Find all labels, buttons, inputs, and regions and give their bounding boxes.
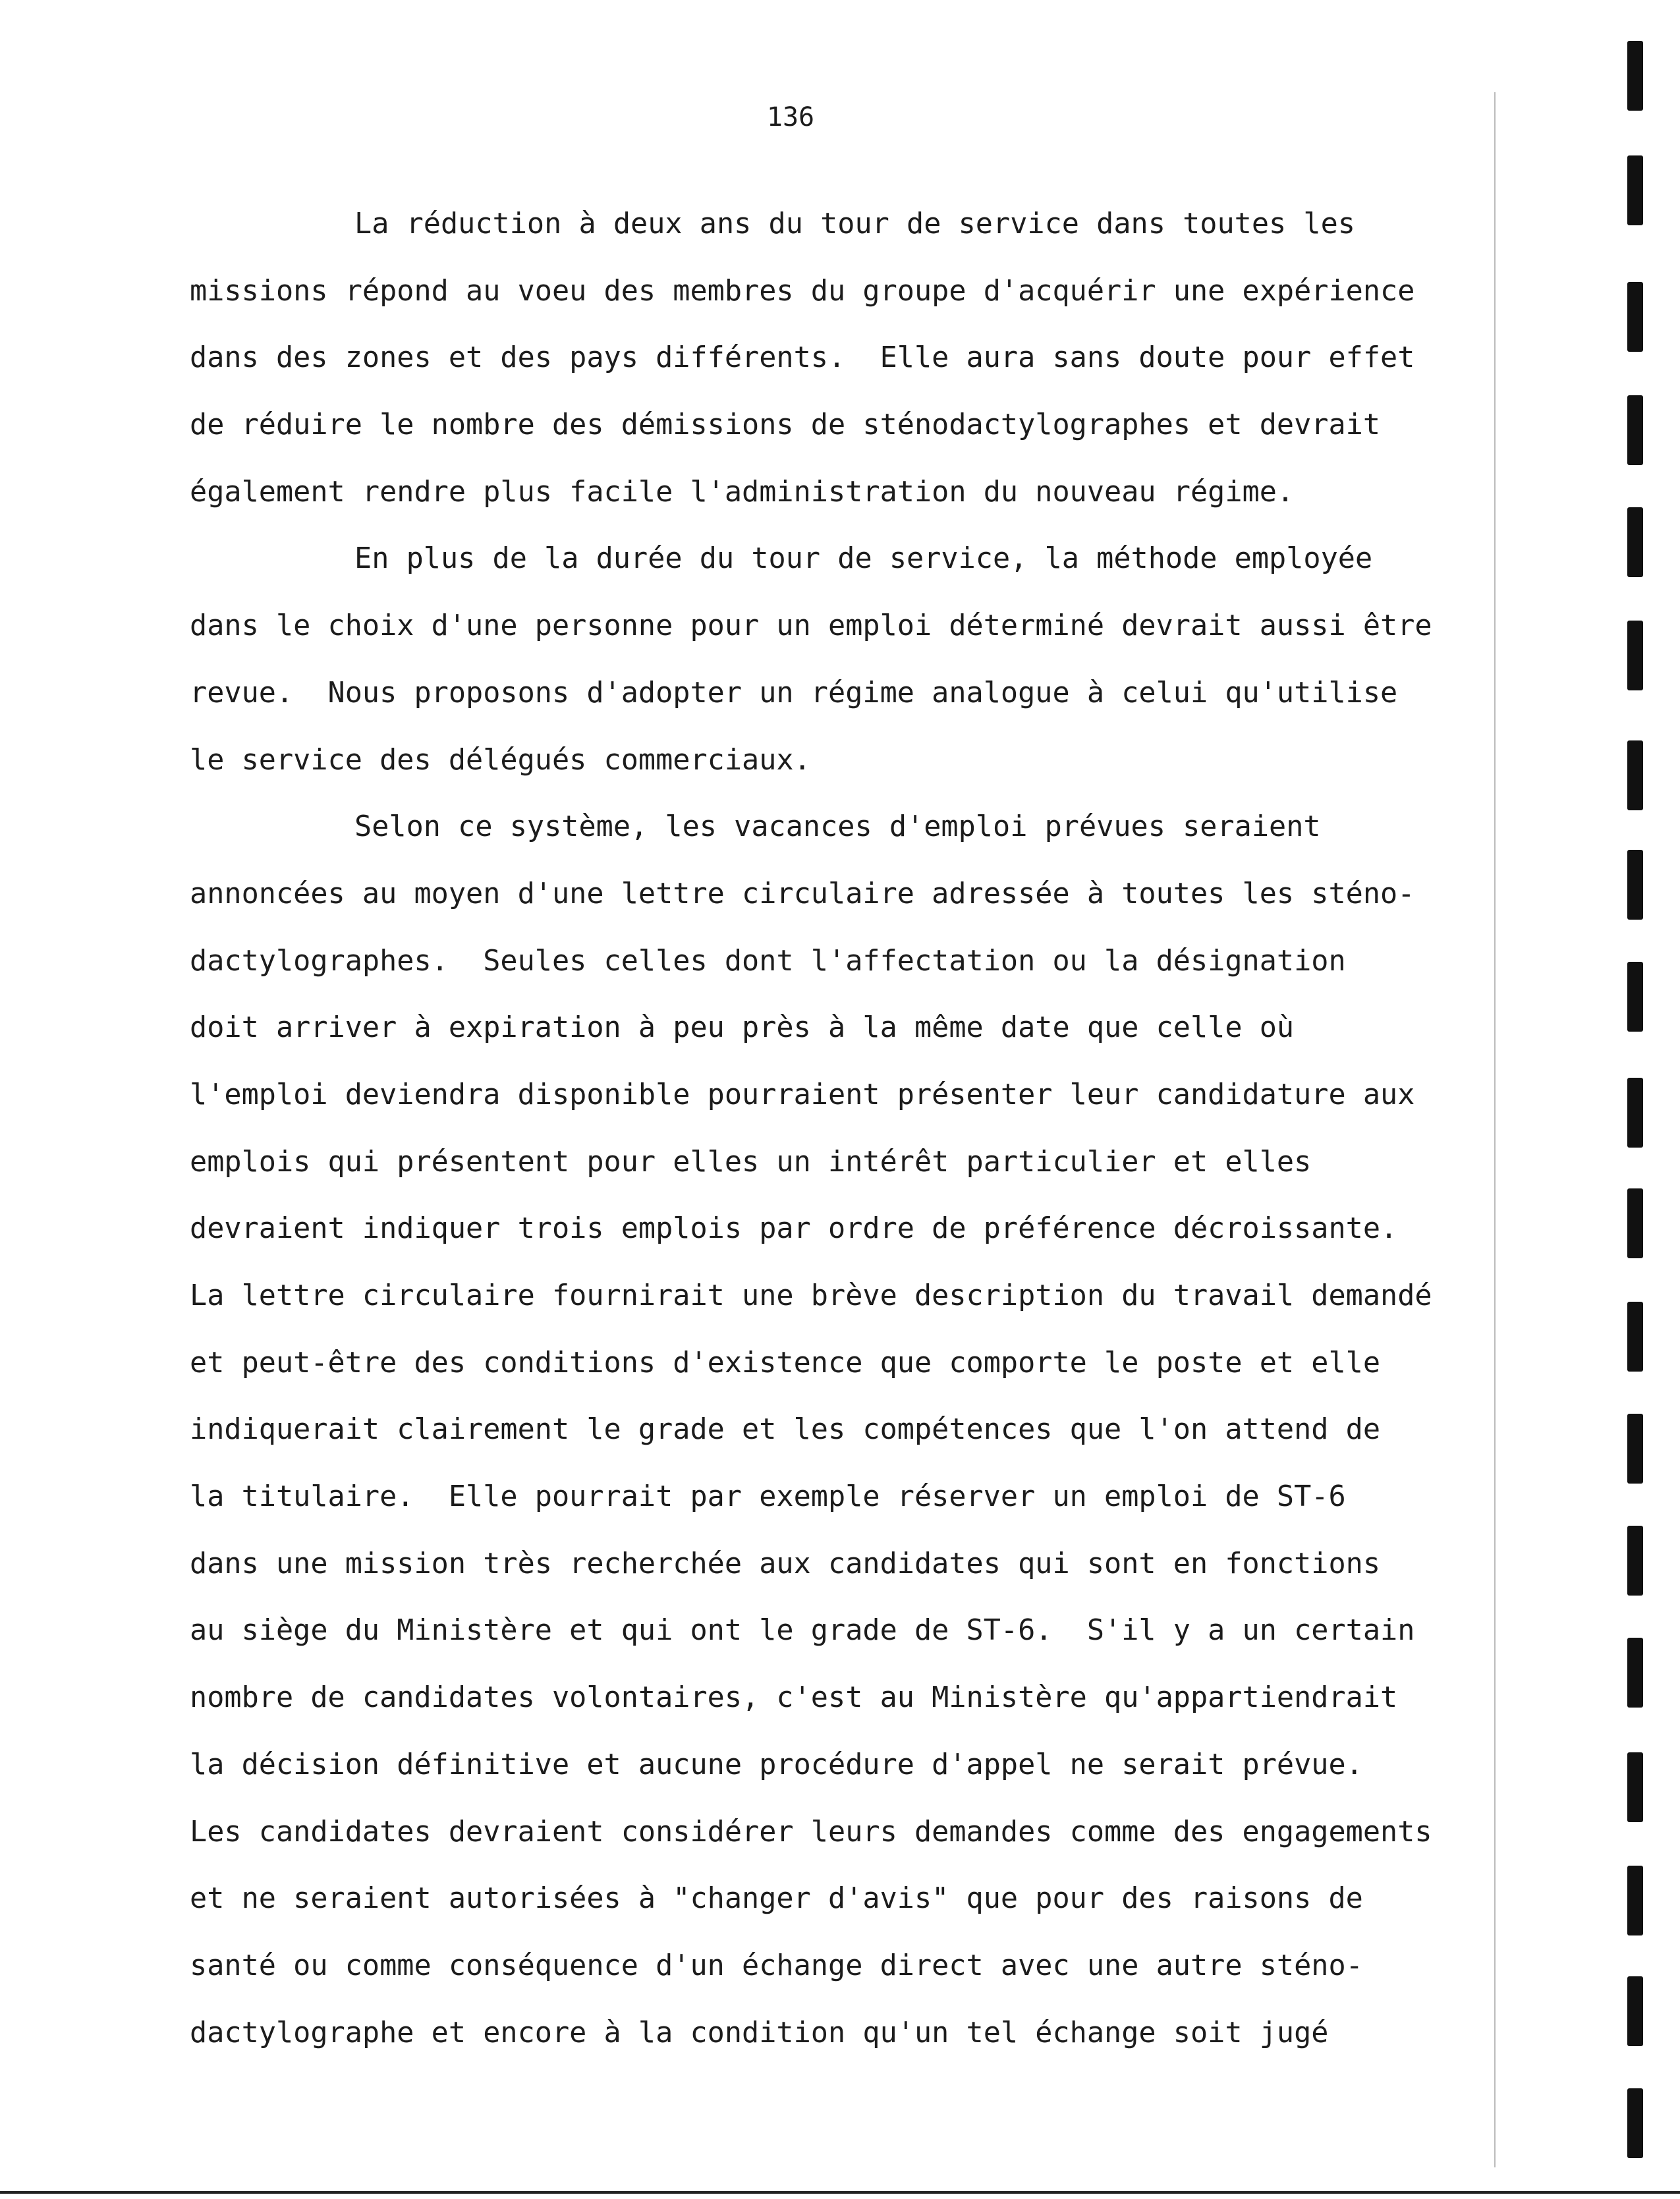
- binding-mark: [1627, 41, 1643, 111]
- binding-mark: [1627, 155, 1643, 225]
- text-line: Selon ce système, les vacances d'emploi prévues seraient: [354, 810, 1321, 844]
- text-line: La lettre circulaire fournirait une brève description du travail demandé: [190, 1279, 1432, 1312]
- text-line: le service des délégués commerciaux.: [190, 743, 811, 777]
- binding-mark: [1627, 1752, 1643, 1822]
- text-line: de réduire le nombre des démissions de sténodactylographes et devrait: [190, 408, 1381, 442]
- text-line: également rendre plus facile l'administration du nouveau régime.: [190, 475, 1295, 509]
- text-line: En plus de la durée du tour de service, la méthode employée: [354, 542, 1373, 576]
- text-line: annoncées au moyen d'une lettre circulaire adressée à toutes les sténo-: [190, 877, 1415, 910]
- text-line: l'emploi deviendra disponible pourraient présenter leur candidature aux: [190, 1078, 1415, 1111]
- body-text: [190, 191, 1432, 2067]
- text-line: la décision définitive et aucune procédure d'appel ne serait prévue.: [190, 1748, 1363, 1781]
- binding-mark: [1627, 507, 1643, 577]
- binding-mark: [1627, 395, 1643, 465]
- text-line: santé ou comme conséquence d'un échange direct avec une autre sténo-: [190, 1949, 1363, 1982]
- text-line: missions répond au voeu des membres du groupe d'acquérir une expérience: [190, 274, 1415, 308]
- binding-mark: [1627, 621, 1643, 690]
- text-line: la titulaire. Elle pourrait par exemple réserver un emploi de ST-6: [190, 1480, 1346, 1514]
- text-line: dactylographe et encore à la condition qu'un tel échange soit jugé: [190, 2016, 1329, 2049]
- page-number: 136: [766, 102, 815, 132]
- binding-mark: [1627, 1414, 1643, 1484]
- binding-mark: [1627, 1188, 1643, 1258]
- text-line: La réduction à deux ans du tour de service dans toutes les: [354, 208, 1355, 240]
- binding-mark: [1627, 850, 1643, 920]
- text-line: dans des zones et des pays différents. Elle aura sans doute pour effet: [190, 341, 1415, 375]
- binding-mark: [1627, 962, 1643, 1032]
- text-line: et ne seraient autorisées à "changer d'avis" que pour des raisons de: [190, 1882, 1363, 1916]
- binding-marks: [1627, 0, 1647, 2199]
- text-line: Les candidates devraient considérer leurs demandes comme des engagements: [190, 1815, 1432, 1849]
- text-line: dans le choix d'une personne pour un emploi déterminé devrait aussi être: [190, 609, 1432, 643]
- binding-mark: [1627, 1866, 1643, 1935]
- text-line: au siège du Ministère et qui ont le grade de ST-6. S'il y a un certain: [190, 1614, 1415, 1648]
- text-line: devraient indiquer trois emplois par ordre de préférence décroissante.: [190, 1212, 1398, 1246]
- binding-mark: [1627, 1078, 1643, 1148]
- binding-mark: [1627, 1638, 1643, 1708]
- binding-mark: [1627, 2088, 1643, 2158]
- text-line: nombre de candidates volontaires, c'est au Ministère qu'appartiendrait: [190, 1681, 1398, 1715]
- binding-mark: [1627, 740, 1643, 810]
- text-line: emplois qui présentent pour elles un intérêt particulier et elles: [190, 1145, 1312, 1179]
- binding-mark: [1627, 282, 1643, 352]
- text-line: doit arriver à expiration à peu près à la même date que celle où: [190, 1011, 1295, 1045]
- bottom-edge-rule: [0, 2191, 1680, 2194]
- text-line: indiquerait clairement le grade et les compétences que l'on attend de: [190, 1413, 1381, 1447]
- binding-mark: [1627, 1302, 1643, 1372]
- binding-mark: [1627, 1976, 1643, 2046]
- right-margin-rule: [1494, 92, 1496, 2167]
- text-line: et peut-être des conditions d'existence que comporte le poste et elle: [190, 1346, 1381, 1379]
- text-line: dans une mission très recherchée aux candidates qui sont en fonctions: [190, 1547, 1381, 1580]
- binding-mark: [1627, 1526, 1643, 1596]
- text-line: revue. Nous proposons d'adopter un régime analogue à celui qu'utilise: [190, 676, 1398, 710]
- text-line: dactylographes. Seules celles dont l'affectation ou la désignation: [190, 944, 1346, 978]
